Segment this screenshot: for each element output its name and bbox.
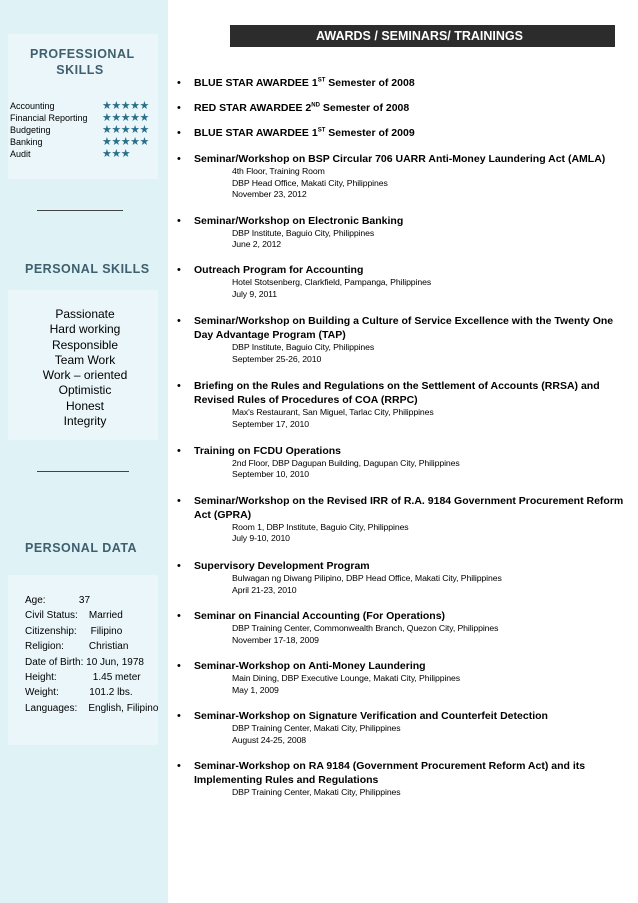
award-title-superscript: ND	[311, 102, 320, 109]
award-detail: Main Dining, DBP Executive Lounge, Makati City, Philippines	[232, 673, 460, 684]
award-detail: 2nd Floor, DBP Dagupan Building, Dagupan City, Philippines	[232, 457, 460, 468]
award-detail: Hotel Stotsenberg, Clarkfield, Pampanga, Philippines	[232, 276, 432, 287]
personal-skill-item: Team Work	[54, 352, 116, 367]
bullet-icon: •	[177, 759, 181, 772]
award-title-text: Outreach Program for Accounting	[194, 263, 364, 276]
personal-data-list	[25, 593, 165, 716]
bullet-icon: •	[177, 660, 181, 673]
award-detail: DBP Training Center, Makati City, Philippines	[232, 786, 401, 797]
award-title	[194, 263, 631, 277]
award-item	[176, 709, 631, 746]
award-detail: November 17-18, 2009	[232, 634, 319, 645]
professional-skills-heading	[30, 46, 135, 78]
award-title-text: BLUE STAR AWARDEE 1	[194, 77, 318, 89]
personal-skill-item: Integrity	[63, 414, 107, 429]
award-title	[194, 709, 631, 723]
star-rating-icon: ★★★★★	[102, 124, 149, 136]
award-detail: July 9-10, 2010	[232, 533, 290, 544]
award-item	[176, 263, 631, 300]
personal-data-row: Citizenship: Filipino	[25, 625, 123, 637]
award-title-text: Seminar-Workshop on RA 9184 (Government Procurement Reform Act) and its Implementing Rules and Regulations	[194, 759, 586, 786]
skill-row	[10, 148, 160, 160]
personal-data-row: Height: 1.45 meter	[25, 672, 141, 684]
bullet-icon: •	[177, 559, 181, 572]
personal-skill-item: Hard working	[49, 322, 121, 337]
award-title	[194, 126, 631, 140]
skill-name: Budgeting	[10, 125, 51, 135]
bullet-icon: •	[177, 710, 181, 723]
award-detail: November 23, 2012	[232, 189, 307, 200]
personal-skill-item: Passionate	[55, 307, 115, 321]
personal-data-row: Date of Birth: 10 Jun, 1978	[25, 656, 144, 668]
award-item	[176, 126, 631, 140]
personal-data-row: Civil Status: Married	[25, 610, 123, 622]
award-title-superscript: ST	[317, 127, 326, 134]
award-title	[194, 379, 631, 407]
heading-line: SKILLS	[56, 63, 104, 77]
award-detail: August 24-25, 2008	[232, 735, 307, 746]
skill-name: Accounting	[10, 101, 55, 111]
personal-skills-heading: PERSONAL SKILLS	[25, 262, 150, 276]
award-title-text: Training on FCDU Operations	[194, 444, 342, 457]
award-item	[176, 559, 631, 596]
award-title	[194, 494, 631, 522]
award-title-suffix: Semester of 2008	[325, 77, 415, 89]
bullet-icon: •	[177, 380, 181, 393]
award-title	[194, 76, 631, 90]
skill-row	[10, 112, 160, 124]
award-title	[194, 659, 631, 673]
sidebar	[0, 0, 168, 903]
award-detail: September 17, 2010	[232, 418, 309, 429]
award-title-text: RED STAR AWARDEE 2	[194, 102, 312, 114]
divider	[37, 471, 129, 472]
bullet-icon: •	[177, 494, 181, 507]
personal-skill-item: Work – oriented	[42, 368, 128, 383]
award-detail: April 21-23, 2010	[232, 584, 297, 595]
award-title-text: Supervisory Development Program	[194, 559, 370, 572]
bullet-icon: •	[177, 127, 181, 139]
award-detail: Bulwagan ng Diwang Pilipino, DBP Head Office, Makati City, Philippines	[232, 572, 502, 583]
personal-skills-list	[20, 307, 150, 429]
award-item	[176, 444, 631, 481]
award-item	[176, 101, 631, 115]
award-detail: DBP Training Center, Commonwealth Branch, Quezon City, Philippines	[232, 623, 499, 634]
award-item	[176, 659, 631, 696]
award-title	[194, 759, 631, 787]
star-rating-icon: ★★★	[102, 148, 131, 160]
bullet-icon: •	[177, 263, 181, 276]
award-title	[194, 609, 631, 623]
awards-list	[176, 76, 631, 798]
awards-header: AWARDS / SEMINARS/ TRAININGS	[230, 25, 615, 47]
award-title-text: Seminar on Financial Accounting (For Operations)	[194, 610, 446, 623]
heading-line: PROFESSIONAL	[30, 47, 135, 61]
personal-skill-item: Honest	[65, 398, 105, 413]
skills-list	[10, 100, 160, 160]
award-title-text: Seminar/Workshop on Building a Culture of Service Excellence with the Twenty One Day Advantage Program (TAP)	[194, 315, 614, 342]
award-title-text: Seminar/Workshop on BSP Circular 706 UARR Anti-Money Laundering Act (AMLA)	[194, 153, 606, 165]
award-title	[194, 101, 631, 115]
award-detail: July 9, 2011	[232, 288, 278, 299]
award-detail: DBP Institute, Baguio City, Philippines	[232, 342, 375, 353]
award-title-text: Seminar/Workshop on the Revised IRR of R.A. 9184 Government Procurement Reform Act (GPRA)	[194, 494, 624, 521]
award-title-text: Seminar/Workshop on Electronic Banking	[194, 214, 404, 227]
award-title-text: Seminar-Workshop on Signature Verification and Counterfeit Detection	[194, 710, 548, 723]
skill-row	[10, 100, 160, 112]
personal-data-row: Languages: English, Filipino	[25, 702, 159, 714]
award-detail: September 25-26, 2010	[232, 353, 322, 364]
star-rating-icon: ★★★★★	[102, 136, 149, 148]
star-rating-icon: ★★★★★	[102, 112, 149, 124]
award-title	[194, 559, 631, 573]
skill-row	[10, 124, 160, 136]
personal-data-heading: PERSONAL DATA	[25, 541, 138, 555]
bullet-icon: •	[177, 77, 181, 89]
skill-name: Financial Reporting	[10, 113, 88, 123]
award-title-superscript: ST	[317, 77, 326, 84]
personal-data-row: Religion: Christian	[25, 641, 129, 653]
award-title	[194, 444, 631, 458]
award-item	[176, 314, 631, 365]
star-rating-icon: ★★★★★	[102, 100, 149, 112]
award-title	[194, 152, 631, 166]
skill-row	[10, 136, 160, 148]
bullet-icon: •	[177, 444, 181, 457]
award-detail: DBP Training Center, Makati City, Philippines	[232, 723, 401, 734]
award-item	[176, 214, 631, 251]
bullet-icon: •	[177, 610, 181, 623]
award-title-text: BLUE STAR AWARDEE 1	[194, 127, 318, 139]
bullet-icon: •	[177, 214, 181, 227]
bullet-icon: •	[177, 102, 181, 114]
personal-skill-item: Optimistic	[58, 383, 112, 398]
award-title-text: Briefing on the Rules and Regulations on the Settlement of Accounts (RRSA) and Revised Rules of Procedures of COA (RRPC)	[194, 380, 600, 407]
award-item	[176, 379, 631, 430]
divider	[37, 210, 123, 211]
award-title-text: Seminar-Workshop on Anti-Money Laundering	[194, 660, 426, 673]
award-detail: June 2, 2012	[232, 239, 282, 250]
award-detail: Max's Restaurant, San Miguel, Tarlac City, Philippines	[232, 407, 434, 418]
award-item	[176, 76, 631, 90]
award-detail: May 1, 2009	[232, 684, 279, 695]
skill-name: Audit	[10, 149, 31, 159]
personal-skill-item: Responsible	[51, 337, 119, 352]
award-item	[176, 609, 631, 646]
bullet-icon: •	[177, 315, 181, 328]
award-item	[176, 152, 631, 201]
award-detail: DBP Institute, Baguio City, Philippines	[232, 227, 375, 238]
award-item	[176, 759, 631, 799]
skill-name: Banking	[10, 137, 43, 147]
award-detail: September 10, 2010	[232, 469, 309, 480]
award-title-suffix: Semester of 2009	[325, 127, 415, 139]
award-title-suffix: Semester of 2008	[319, 102, 410, 114]
award-title	[194, 314, 631, 342]
bullet-icon: •	[177, 153, 181, 165]
award-detail: DBP Head Office, Makati City, Philippines	[232, 177, 388, 188]
personal-data-row: Age: 37	[25, 595, 91, 606]
award-item	[176, 494, 631, 545]
award-title	[194, 214, 631, 228]
award-detail: 4th Floor, Training Room	[232, 166, 325, 176]
award-detail: Room 1, DBP Institute, Baguio City, Philippines	[232, 521, 409, 532]
personal-data-row: Weight: 101.2 lbs.	[25, 687, 133, 699]
